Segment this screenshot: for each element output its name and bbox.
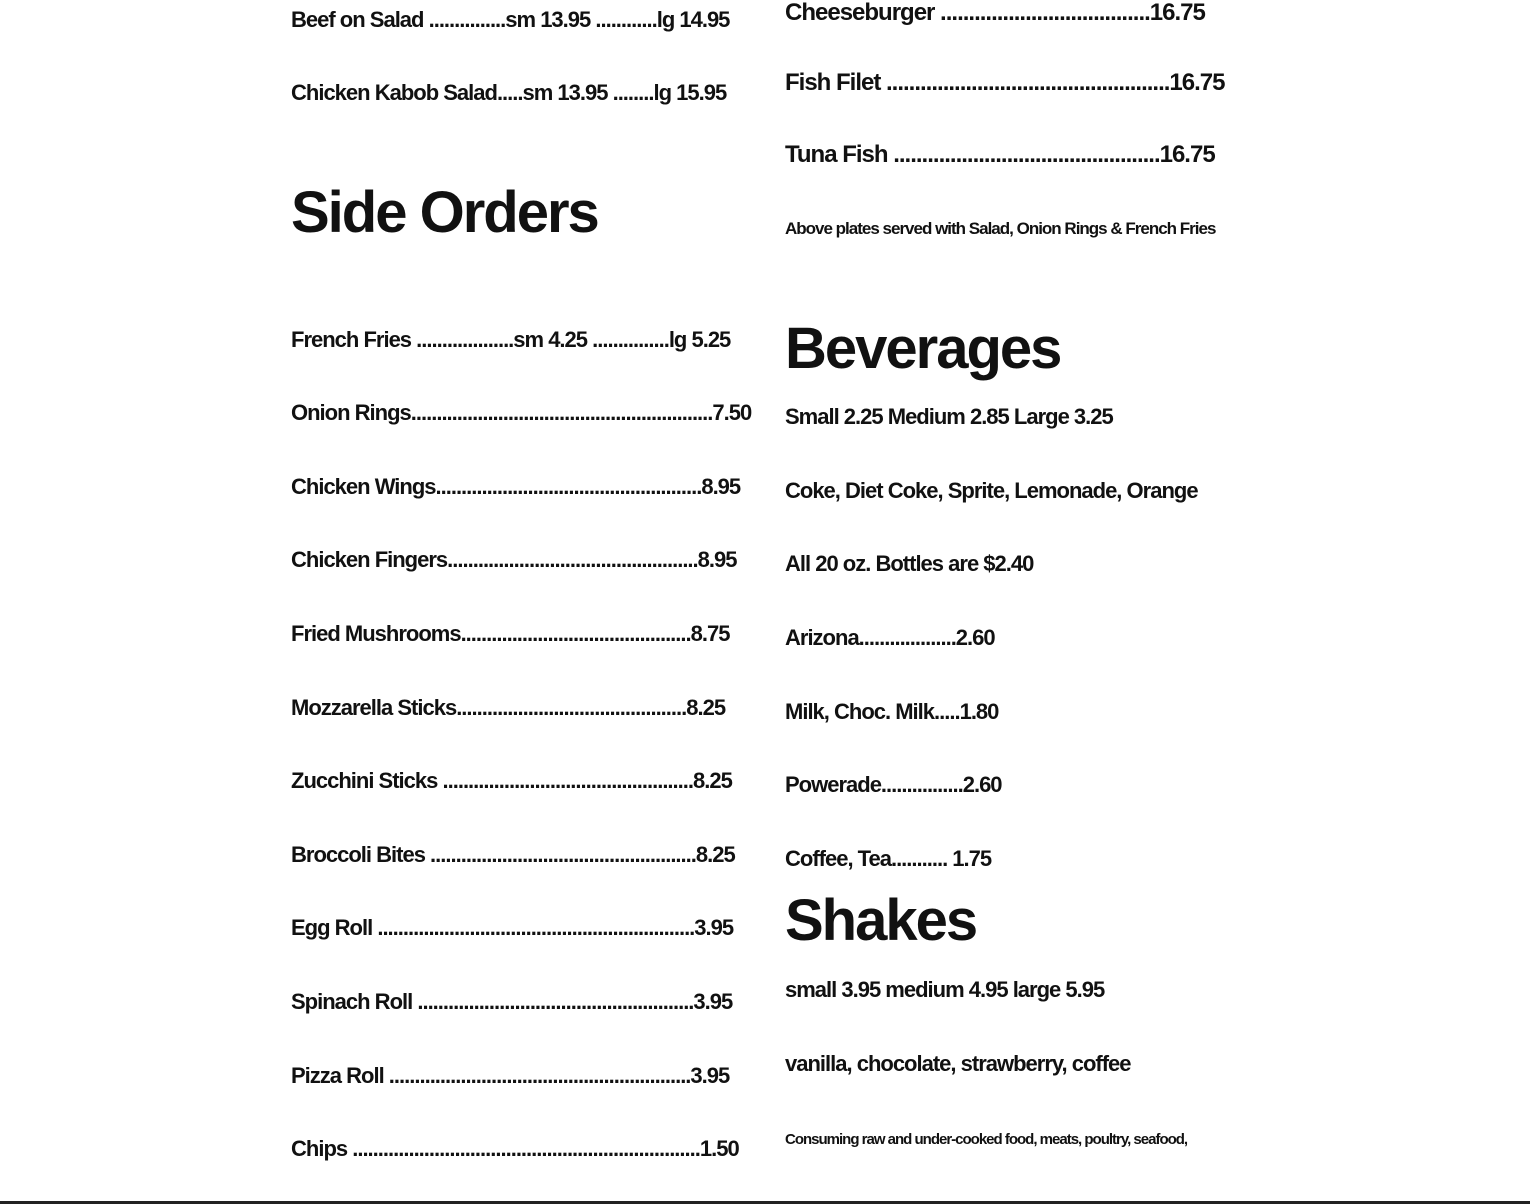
beverage-milk: Milk, Choc. Milk.....1.80	[785, 699, 999, 724]
menu-item-chicken-fingers: Chicken Fingers.................................................8.95	[291, 547, 737, 572]
beverage-bottles: All 20 oz. Bottles are $2.40	[785, 551, 1034, 576]
beverage-coffee-tea: Coffee, Tea........... 1.75	[785, 846, 992, 871]
menu-item-french-fries: French Fries ...................sm 4.25 ...............lg 5.25	[291, 327, 731, 352]
menu-item-fried-mushrooms: Fried Mushrooms.............................................8.75	[291, 621, 730, 646]
beverage-flavors: Coke, Diet Coke, Sprite, Lemonade, Orange	[785, 478, 1198, 503]
consumer-advisory-note: Consuming raw and under-cooked food, meats, poultry, seafood,	[785, 1131, 1188, 1148]
beverage-sizes: Small 2.25 Medium 2.85 Large 3.25	[785, 404, 1113, 429]
menu-item-spinach-roll: Spinach Roll ......................................................3.95	[291, 989, 733, 1014]
menu-item-broccoli-bites: Broccoli Bites ....................................................8.25	[291, 842, 735, 867]
menu-item-egg-roll: Egg Roll ..............................................................3.95	[291, 915, 734, 940]
beverage-arizona: Arizona...................2.60	[785, 625, 995, 650]
menu-item-zucchini-sticks: Zucchini Sticks .................................................8.25	[291, 768, 732, 793]
shake-flavors: vanilla, chocolate, strawberry, coffee	[785, 1051, 1131, 1076]
shakes-heading: Shakes	[785, 888, 977, 953]
menu-item-onion-rings: Onion Rings...........................................................7.50	[291, 400, 752, 425]
menu-item-fish-filet: Fish Filet ..................................................16.75	[785, 69, 1225, 96]
plates-note: Above plates served with Salad, Onion Rings & French Fries	[785, 219, 1216, 238]
menu-item-tuna-fish: Tuna Fish ...............................................16.75	[785, 141, 1215, 168]
beverages-heading: Beverages	[785, 316, 1061, 381]
menu-item-chicken-wings: Chicken Wings....................................................8.95	[291, 474, 741, 499]
menu-item-chips: Chips ....................................................................1.50	[291, 1136, 739, 1161]
menu-item-cheeseburger: Cheeseburger .....................................16.75	[785, 0, 1205, 26]
side-orders-heading: Side Orders	[291, 180, 598, 245]
beverage-powerade: Powerade................2.60	[785, 772, 1002, 797]
menu-item-mozzarella-sticks: Mozzarella Sticks.............................................8.25	[291, 695, 726, 720]
menu-item-beef-on-salad: Beef on Salad ...............sm 13.95 ............lg 14.95	[291, 7, 730, 32]
shake-sizes: small 3.95 medium 4.95 large 5.95	[785, 977, 1105, 1002]
menu-item-pizza-roll: Pizza Roll ...........................................................3.95	[291, 1063, 730, 1088]
menu-item-chicken-kabob-salad: Chicken Kabob Salad.....sm 13.95 ........lg 15.95	[291, 80, 727, 105]
